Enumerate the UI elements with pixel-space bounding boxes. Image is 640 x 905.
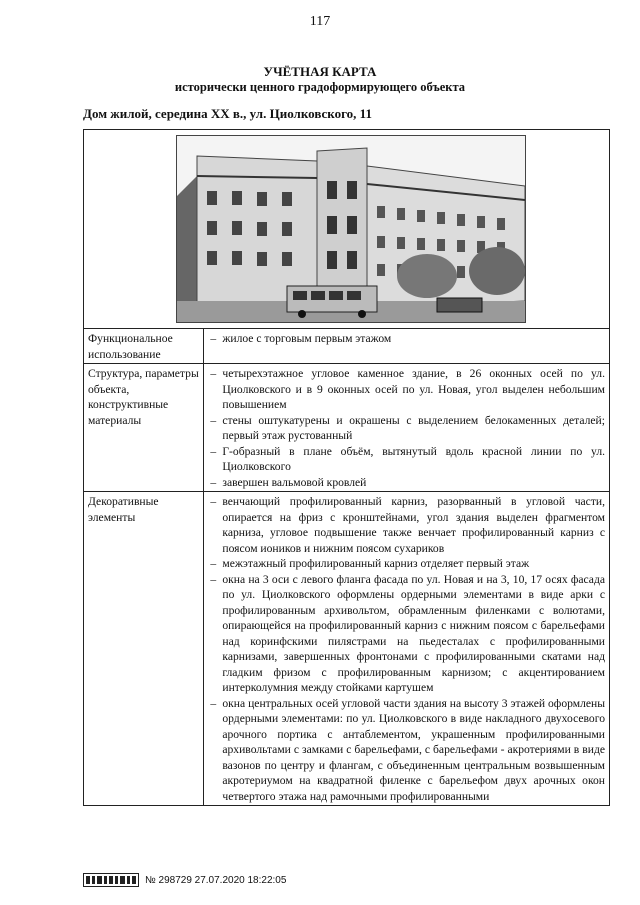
list-item: – венчающий профилированный карниз, разорванный в угловой части, опирается на фриз с кронштейнами, угол здания выделен фрагментом карниза, угловое подвышение также венчает профилированный карниз с поясом иоников и нижним поясом сухариков <box>208 494 605 556</box>
list-item: – завершен вальмовой кровлей <box>208 475 605 491</box>
list-item: – межэтажный профилированный карниз отделяет первый этаж <box>208 556 605 572</box>
footer <box>83 867 383 897</box>
card-subtitle: исторически ценного градоформирующего объекта <box>174 80 466 94</box>
stamp-icon <box>83 873 139 887</box>
list-item: – Г-образный в плане объём, вытянутый вдоль красной линии по ул. Циолковского <box>208 444 605 475</box>
table-row <box>84 364 610 492</box>
card-table <box>83 328 610 806</box>
building-photo <box>176 135 526 323</box>
list-item: – окна центральных осей угловой части здания на высоту 3 этажей оформлены ордерными элементами: по ул. Циолковского в виде накладного двухосевого арочного портика с антаблементом, украшенным профилированными архивольтами с замками с барельефами, с барельефами - акротериями в виде вазонов по центру и флангам, с объединенным центральным возвышенным акротериумом на квадратной филенке с барельефом двух арочных окон четвертого этажа над рамочными профилированными <box>208 696 605 805</box>
photo-frame <box>83 129 610 329</box>
object-name: Дом жилой, середина XX в., ул. Циолковского, 11 <box>83 106 372 121</box>
row-label: Функциональное использование <box>84 329 204 364</box>
list-item: – жилое с торговым первым этажом <box>208 331 605 347</box>
page-number: 117 <box>309 14 331 29</box>
row-label: Декоративные элементы <box>84 492 204 806</box>
table-row <box>84 492 610 806</box>
row-value <box>204 329 610 364</box>
list-item: – окна на 3 оси с левого фланга фасада по ул. Новая и на 3, 10, 17 осях фасада по ул. Циолковского оформлены ордерными элементами в виде арки с профилированным архивольтом, обрамленным филенками с волютами, опирающейся на профилированный карниз с нижним поясом с барельефами над коринфскими пилястрами на пьедесталах с профилированными карнизами, завершенных фронтонами с профилированными скатами над гладким фризом с профилированным карнизом; с акцентированием интерколумния между стойками картушем <box>208 572 605 696</box>
row-value <box>204 364 610 492</box>
table-row <box>84 329 610 364</box>
row-value <box>204 492 610 806</box>
row-label: Структура, параметры объекта, конструктивные материалы <box>84 364 204 492</box>
card-title: УЧЁТНАЯ КАРТА <box>263 64 377 79</box>
list-item: – четырехэтажное угловое каменное здание, в 26 оконных осей по ул. Циолковского и в 9 оконных осей по ул. Новая, угол выделен небольшим повышением <box>208 366 605 413</box>
document-code: № 298729 27.07.2020 18:22:05 <box>145 875 287 886</box>
list-item: – стены оштукатурены и окрашены с выделением белокаменных деталей; первый этаж рустованный <box>208 413 605 444</box>
building-photo-drawing <box>177 136 525 322</box>
